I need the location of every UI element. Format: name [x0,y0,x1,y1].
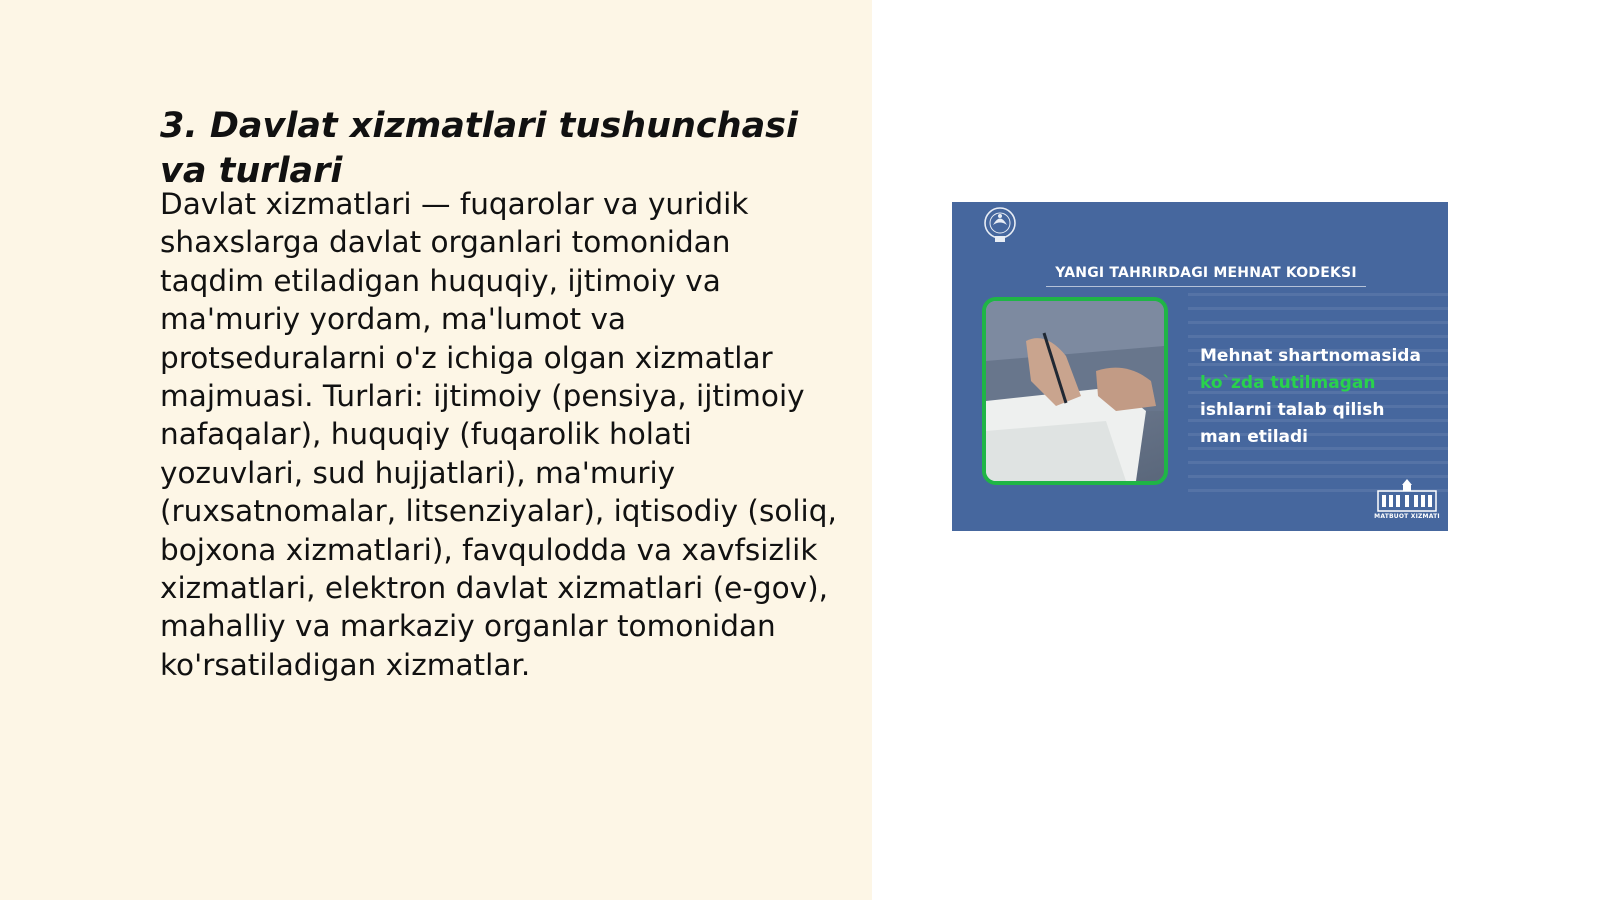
state-emblem-icon [962,206,1038,270]
poster-line-4: man etiladi [1200,427,1308,447]
poster-text-block [1200,343,1440,451]
slide-title: 3. Davlat xizmatlari tushunchasi va turlari [160,106,799,191]
slide-body: Davlat xizmatlari — fuqarolar va yuridik shaxslarga davlat organlari tomonidan taqdim etiladigan huquqiy, ijtimoiy va ma'muriy yordam, ma'lumot va protseduralarni o'z ichiga olgan xizmatlar majmuasi. Turlari: ijtimoiy (pensiya, ijtimoiy nafaqalar), huquqiy (fuqarolik holati yozuvlari, sud hujjatlari), ma'muriy (ruxsatnomalar, litsenziyalar), iqtisodiy (soliq, bojxona xizmatlari), favqulodda va xavfsizlik xizmatlari, elektron davlat xizmatlari (e-gov), mahalliy va markaziy organlar tomonidan ko'rsatiladigan xizmatlar. [160,187,837,682]
poster-image [952,202,1448,531]
poster-line-2: ko`zda tutilmagan [1200,373,1376,393]
building-caption: MATBUOT XIZMATI [1374,513,1440,520]
poster-title: YANGI TAHRIRDAGI MEHNAT KODEKSI [1055,265,1357,281]
poster-title-rule [1046,286,1366,287]
photo-signing-document [982,297,1168,485]
ministry-building-icon [1374,477,1440,527]
poster-line-1: Mehnat shartnomasida [1200,346,1421,366]
poster-line-3: ishlarni talab qilish [1200,400,1385,420]
